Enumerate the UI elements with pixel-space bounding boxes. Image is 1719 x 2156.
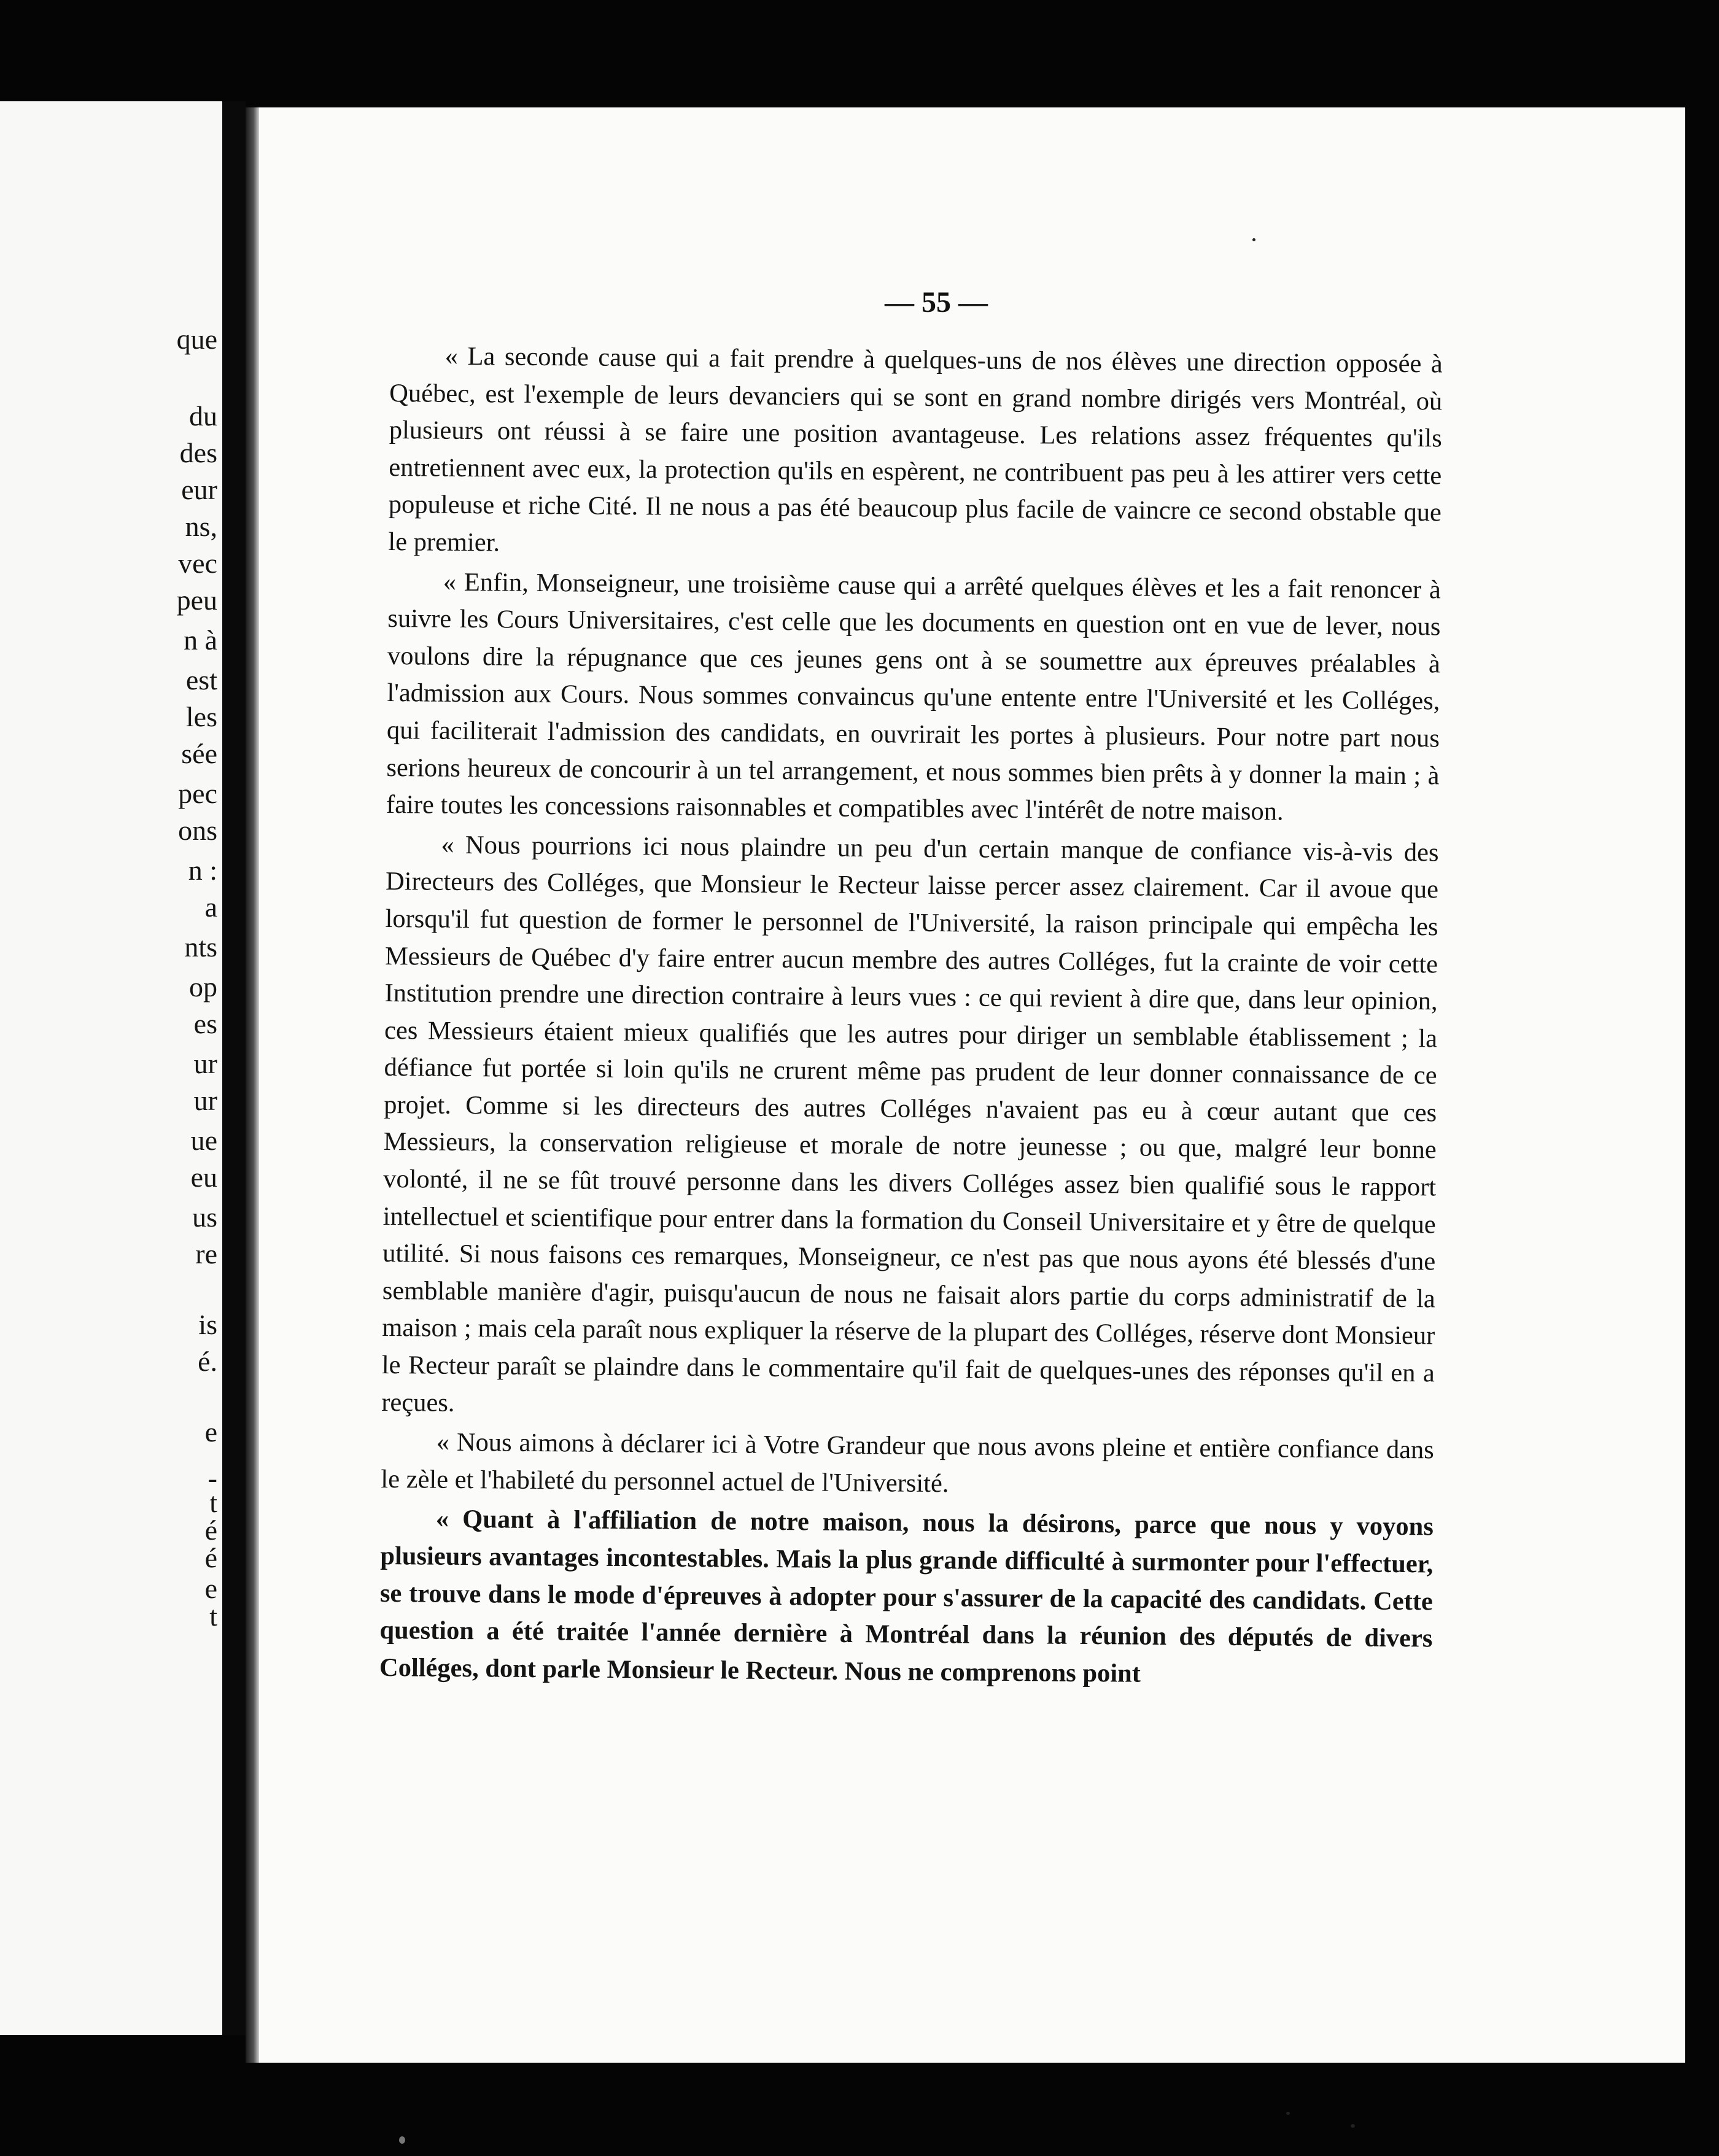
clipped-word-fragment: ur	[193, 1085, 217, 1116]
clipped-word-fragment: ue	[190, 1125, 217, 1156]
clipped-word-fragment: eur	[181, 474, 217, 505]
clipped-word-fragment: vec	[178, 548, 217, 579]
paragraph: « Quant à l'affiliation de notre maison, nous la désirons, parce que nous y voyons plusieurs avantages incontestables. Mais la plus grande difficulté à surmonter pour l'effectuer, se trouve dans le mode d'épreuves à adopter pour s'assurer de la capacité des candidats. Cette question a été traitée l'année dernière à Montréal dans la réunion des députés de divers Colléges, dont parle Monsieur le Recteur. Nous ne comprenons point	[379, 1505, 1434, 1688]
clipped-word-fragment: é	[204, 1542, 217, 1573]
clipped-word-fragment: e	[204, 1573, 217, 1604]
paragraph: « Nous aimons à déclarer ici à Votre Grandeur que nous avons pleine et entière confiance dans le zèle et l'habileté du personnel actuel de l'Université.	[381, 1427, 1435, 1499]
clipped-word-fragment: ur	[193, 1048, 217, 1079]
clipped-word-fragment: a	[204, 891, 217, 923]
clipped-word-fragment: t	[209, 1487, 217, 1518]
clipped-word-fragment: re	[195, 1238, 217, 1270]
clipped-word-fragment: is	[198, 1309, 217, 1340]
clipped-word-fragment: est	[185, 664, 217, 696]
scan-speck	[399, 2136, 405, 2144]
scan-speck	[1252, 238, 1255, 241]
clipped-word-fragment: les	[185, 701, 217, 732]
clipped-word-fragment: que	[176, 324, 217, 355]
paragraph: « Nous pourrions ici nous plaindre un peu d'un certain manque de confiance vis-à-vis des Directeurs des Colléges, que Monsieur le Recteur laisse percer assez clairement. Car il avoue que lorsqu'il fut question de former le personnel de l'Université, la raison principale qui empêcha les Messieurs de Québec d'y faire entrer aucun membre des autres Colléges, fut la crainte de voir cette Institution prendre une direction contraire à leurs vues : ce qui revient à dire que, dans leur opinion, ces Messieurs étaient mieux qualifiés que les autres pour diriger un semblable établissement ; la défiance fut portée si loin qu'ils ne crurent même pas prudent de leur donner connaissance de ce projet. Comme si les directeurs des autres Colléges n'avaient pas eu à cœur autant que ces Messieurs, la conservation religieuse et morale de notre jeunesse ; ou que, malgré leur bonne volonté, il ne se fût trouvé personne dans les divers Colléges assez bien qualifié sous le rapport intellectuel et scientifique pour entrer dans la formation du Conseil Universitaire et y être de quelque utilité. Si nous faisons ces remarques, Monseigneur, ce n'est pas que nous ayons été blessés d'une semblable manière d'agir, puisqu'aucun de nous ne faisait alors partie du corps administratif de la maison ; mais cela paraît nous expliquer la réserve de la plupart des Colléges, réserve dont Monsieur le Recteur paraît se plaindre dans le commentaire qu'il fait de quelques-unes des réponses qu'il en a reçues.	[381, 830, 1439, 1417]
clipped-word-fragment: n à	[184, 624, 217, 656]
page-edge-shadow	[246, 107, 259, 2063]
clipped-word-fragment: eu	[190, 1161, 217, 1193]
clipped-word-fragment: sée	[181, 738, 217, 769]
page-number: — 55 —	[885, 286, 988, 319]
clipped-word-fragment: ons	[178, 815, 217, 846]
paragraph: « Enfin, Monseigneur, une troisième cause qui a arrêté quelques élèves et les a fait renoncer à suivre les Cours Universitaires, c'est celle que les documents en question ont en vue de lever, nous voulons dire la répugnance que ces jeunes gens ont à se soumettre aux épreuves préalables à l'admission aux Cours. Nous sommes convaincus qu'une entente entre l'Université et les Colléges, qui faciliterait l'admission des candidats, en ouvrirait les portes à plusieurs. Pour notre part nous serions heureux de concourir à un tel arrangement, et nous sommes bien prêts à y donner la main ; à faire toutes les concessions raisonnables et compatibles avec l'intérêt de notre maison.	[386, 567, 1442, 826]
clipped-word-fragment: nts	[184, 931, 217, 963]
book-page	[246, 107, 1685, 2063]
clipped-word-fragment: é	[204, 1514, 217, 1546]
clipped-word-fragment: du	[189, 400, 217, 432]
scan-speck	[1351, 2124, 1355, 2128]
clipped-word-fragment: ns,	[185, 511, 217, 542]
clipped-word-fragment: peu	[176, 584, 217, 616]
page-body	[379, 338, 1443, 1697]
clipped-word-fragment: é.	[198, 1346, 217, 1377]
clipped-word-fragment: t	[209, 1600, 217, 1632]
book-gutter	[222, 101, 246, 2035]
clipped-word-fragment: pec	[178, 778, 217, 809]
clipped-word-fragment: des	[179, 437, 217, 468]
paragraph: « La seconde cause qui a fait prendre à quelques-uns de nos élèves une direction opposée à Québec, est l'exemple de leurs devanciers qui se sont en grand nombre dirigés vers Montréal, où plusieurs ont réussi à se faire une position avantageuse. Les relations assez fréquentes qu'ils entretiennent avec eux, la protection qu'ils en espèrent, ne contribuent pas peu à les attirer vers cette populeuse et riche Cité. Il ne nous a pas été beaucoup plus facile de vaincre ce second obstable que le premier.	[388, 341, 1443, 557]
clipped-word-fragment: op	[189, 971, 217, 1002]
previous-page	[0, 101, 222, 2035]
clipped-word-fragment: n :	[188, 855, 217, 886]
clipped-word-fragment: e	[204, 1416, 217, 1448]
scan-speck	[1286, 2112, 1290, 2115]
clipped-word-fragment: us	[192, 1201, 217, 1233]
clipped-word-fragment: -	[208, 1462, 217, 1494]
clipped-word-fragment: es	[193, 1008, 217, 1039]
